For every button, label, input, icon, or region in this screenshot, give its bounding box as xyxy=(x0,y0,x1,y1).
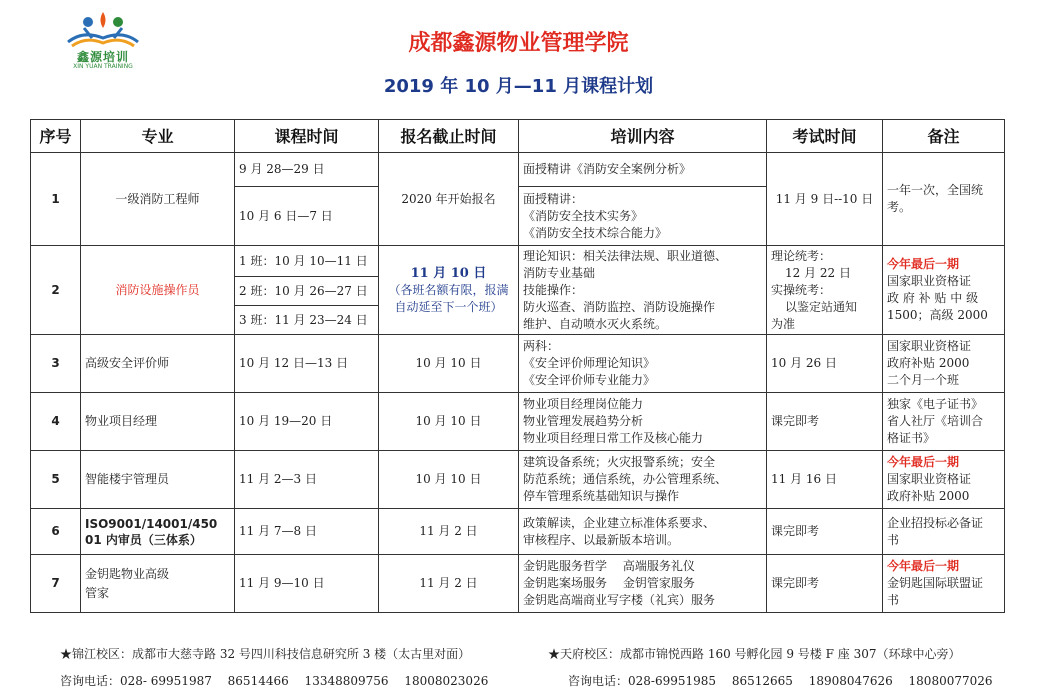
row-no: 5 xyxy=(31,451,81,509)
row-exam: 11 月 16 日 xyxy=(767,451,883,509)
campus-jinjiang: ★锦江校区：成都市大慈寺路 32 号四川科技信息研究所 3 楼（太古里对面） xyxy=(60,647,471,661)
row-major: 物业项目经理 xyxy=(81,393,235,451)
row-note: 国家职业资格证 政府补贴 2000 二个月一个班 xyxy=(883,335,1005,393)
row-exam: 10 月 26 日 xyxy=(767,335,883,393)
row-exam: 课完即考 xyxy=(767,509,883,555)
row-major: 一级消防工程师 xyxy=(81,153,235,246)
page-title: 成都鑫源物业管理学院 xyxy=(408,31,629,56)
phone-jinjiang: 咨询电话：028- 69951987 86514466 13348809756 18008023026 xyxy=(60,674,489,688)
row-note: 一年一次，全国统考。 xyxy=(883,153,1005,246)
table-row xyxy=(31,246,1005,277)
header-content: 培训内容 xyxy=(519,120,767,153)
header-course-time: 课程时间 xyxy=(235,120,379,153)
row-note: 今年最后一期 金钥匙国际联盟证 书 xyxy=(883,555,1005,613)
row-exam: 课完即考 xyxy=(767,555,883,613)
row-note: 今年最后一期 国家职业资格证 政 府 补 贴 中 级 1500；高级 2000 xyxy=(883,246,1005,335)
table-row xyxy=(31,555,1005,613)
logo-name: 鑫源培训 xyxy=(76,50,129,64)
row-exam: 课完即考 xyxy=(767,393,883,451)
row-session: 1 班：10 月 10—11 日 xyxy=(235,246,379,277)
row-session: 3 班：11 月 23—24 日 xyxy=(235,306,379,335)
row-no: 6 xyxy=(31,509,81,555)
table-header-row xyxy=(31,120,1005,153)
row-session: 10 月 6 日—7 日 xyxy=(235,187,379,246)
table-row xyxy=(31,393,1005,451)
row-no: 2 xyxy=(31,246,81,335)
table-row xyxy=(31,509,1005,555)
row-session: 11 月 2—3 日 xyxy=(235,451,379,509)
header-note: 备注 xyxy=(883,120,1005,153)
row-deadline: 2020 年开始报名 xyxy=(379,153,519,246)
logo-book-icon xyxy=(58,8,148,50)
row-content: 政策解读，企业建立标准体系要求、 审核程序、以最新版本培训。 xyxy=(519,509,767,555)
row-no: 3 xyxy=(31,335,81,393)
row-deadline: 10 月 10 日 xyxy=(379,451,519,509)
row-deadline: 11 月 2 日 xyxy=(379,555,519,613)
row-major: 高级安全评价师 xyxy=(81,335,235,393)
table-row xyxy=(31,153,1005,187)
course-table xyxy=(30,119,1005,613)
phone-tianfu: 咨询电话：028-69951985 86512665 18908047626 18080077026 xyxy=(568,674,993,688)
row-session: 2 班：10 月 26—27 日 xyxy=(235,277,379,306)
row-deadline: 10 月 10 日 xyxy=(379,393,519,451)
row-content: 两科： 《安全评价师理论知识》 《安全评价师专业能力》 xyxy=(519,335,767,393)
row-session: 9 月 28—29 日 xyxy=(235,153,379,187)
highlight-badge: 今年最后一期 xyxy=(887,559,960,573)
header-major: 专业 xyxy=(81,120,235,153)
row-content: 金钥匙服务哲学 高端服务礼仪 金钥匙案场服务 金钥管家服务 金钥匙高端商业写字楼（礼宾）服务 xyxy=(519,555,767,613)
row-no: 4 xyxy=(31,393,81,451)
row-major: 金钥匙物业高级 管家 xyxy=(81,555,235,613)
row-deadline: 10 月 10 日 xyxy=(379,335,519,393)
row-exam: 理论统考： 12 月 22 日 实操统考： 以鉴定站通知 为准 xyxy=(767,246,883,335)
header-exam-time: 考试时间 xyxy=(767,120,883,153)
row-no: 7 xyxy=(31,555,81,613)
row-session: 11 月 7—8 日 xyxy=(235,509,379,555)
table-row xyxy=(31,451,1005,509)
row-deadline: 11 月 2 日 xyxy=(379,509,519,555)
logo xyxy=(58,8,148,74)
logo-subtitle: XIN YUAN TRAINING xyxy=(73,63,133,70)
row-note: 今年最后一期 国家职业资格证 政府补贴 2000 xyxy=(883,451,1005,509)
row-note: 企业招投标必备证 书 xyxy=(883,509,1005,555)
row-content: 面授精讲《消防安全案例分析》 xyxy=(519,153,767,187)
row-content: 物业项目经理岗位能力 物业管理发展趋势分析 物业项目经理日常工作及核心能力 xyxy=(519,393,767,451)
highlight-badge: 今年最后一期 xyxy=(887,257,960,271)
row-major: 消防设施操作员 xyxy=(81,246,235,335)
page-subtitle: 2019 年 10 月—11 月课程计划 xyxy=(383,76,654,97)
row-major: 智能楼宇管理员 xyxy=(81,451,235,509)
row-deadline: 11 月 10 日 （各班名额有限，报满自动延至下一个班） xyxy=(379,246,519,335)
row-session: 11 月 9—10 日 xyxy=(235,555,379,613)
row-session: 10 月 19—20 日 xyxy=(235,393,379,451)
row-content: 面授精讲： 《消防安全技术实务》 《消防安全技术综合能力》 xyxy=(519,187,767,246)
row-no: 1 xyxy=(31,153,81,246)
highlight-badge: 今年最后一期 xyxy=(887,455,960,469)
table-row xyxy=(31,335,1005,393)
row-major: ISO9001/14001/450 01 内审员（三体系） xyxy=(81,509,235,555)
row-session: 10 月 12 日—13 日 xyxy=(235,335,379,393)
row-note: 独家《电子证书》 省人社厅《培训合 格证书》 xyxy=(883,393,1005,451)
header-deadline: 报名截止时间 xyxy=(379,120,519,153)
row-content: 建筑设备系统；火灾报警系统；安全 防范系统；通信系统，办公管理系统、 停车管理系统基础知识与操作 xyxy=(519,451,767,509)
campus-tianfu: ★天府校区：成都市锦悦西路 160 号孵化园 9 号楼 F 座 307（环球中心旁） xyxy=(548,647,961,661)
header-no: 序号 xyxy=(31,120,81,153)
row-content: 理论知识：相关法律法规、职业道德、 消防专业基础 技能操作： 防火巡查、消防监控、消防设施操作 维护、自动喷水灭火系统。 xyxy=(519,246,767,335)
row-exam: 11 月 9 日--10 日 xyxy=(767,153,883,246)
